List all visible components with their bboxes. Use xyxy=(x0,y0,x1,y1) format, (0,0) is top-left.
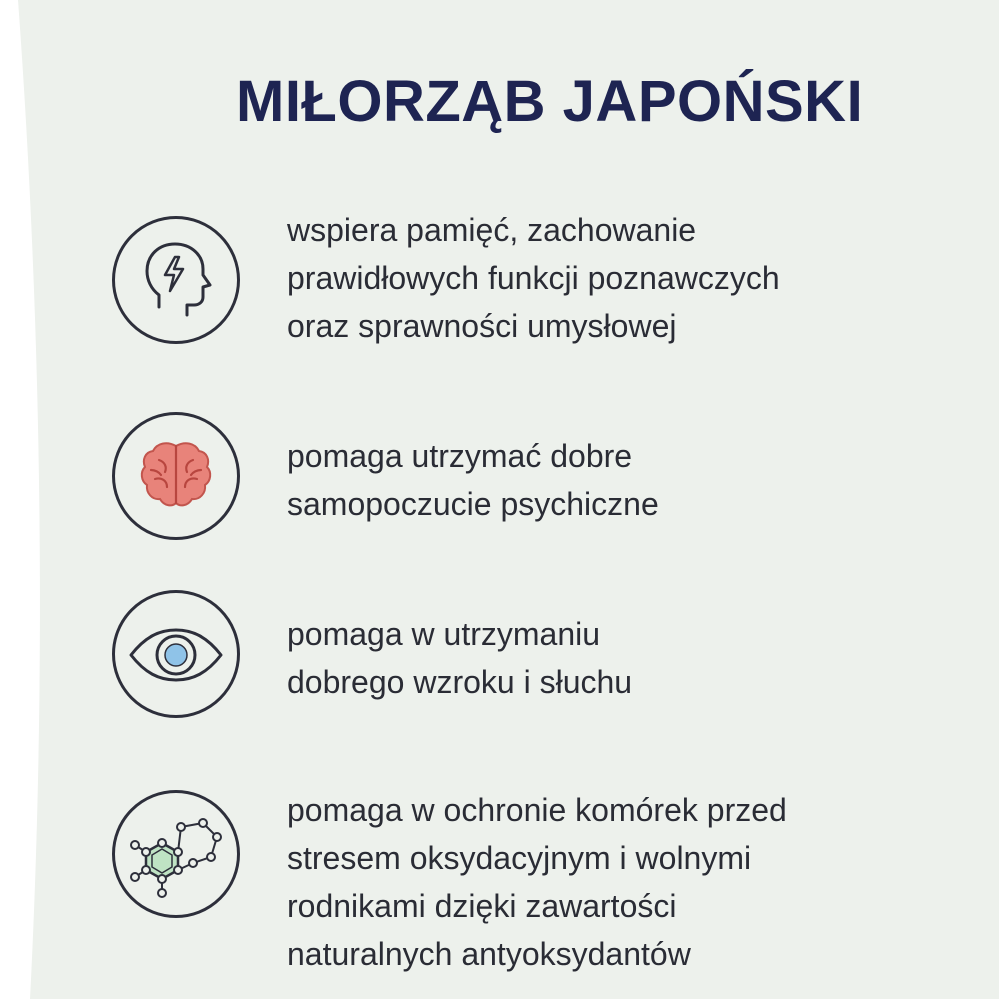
head-lightning-icon xyxy=(112,216,240,344)
feature-text: wspiera pamięć, zachowanie prawidłowych funkcji poznawczych oraz sprawności umysłowej xyxy=(287,212,780,344)
feature-text: pomaga w utrzymaniu dobrego wzroku i słuchu xyxy=(287,616,633,700)
page-title: MIŁORZĄB JAPOŃSKI xyxy=(236,69,864,134)
eye-icon xyxy=(112,590,240,718)
left-curve-decoration xyxy=(0,0,60,999)
feature-text: pomaga utrzymać dobre samopoczucie psychiczne xyxy=(287,438,659,522)
brain-icon xyxy=(112,412,240,540)
feature-text: pomaga w ochronie komórek przed stresem oksydacyjnym i wolnymi rodnikami dzięki zawartości naturalnych antyoksydantów xyxy=(287,792,787,972)
molecule-icon xyxy=(112,790,240,918)
